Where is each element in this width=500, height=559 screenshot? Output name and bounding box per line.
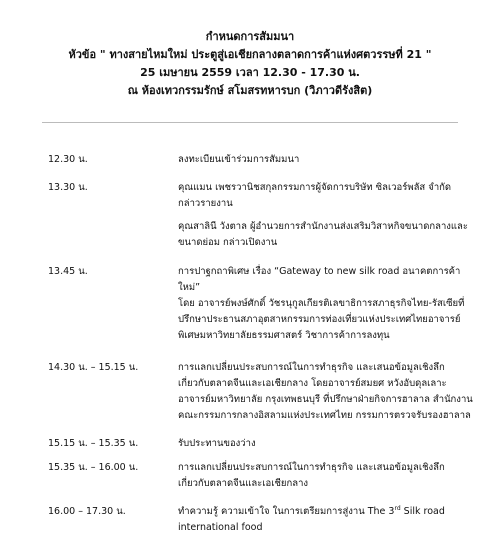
schedule-description [178, 436, 468, 452]
schedule-line: กล่าวรายงาน [178, 198, 233, 209]
schedule-description [178, 460, 468, 492]
schedule-line-text: Silk road [400, 506, 445, 517]
doc-title: กำหนดการสัมมนา [205, 30, 295, 43]
schedule-line: international food [178, 522, 263, 533]
schedule-line: ปรึกษาประธานสภาอุตสาหกรรมการท่องเที่ยวแห่งประเทศไทยอาจารย์ [178, 314, 461, 325]
schedule-line: รับประทานของว่าง [178, 438, 256, 449]
schedule-description [178, 360, 473, 424]
schedule-time: 13.45 น. [48, 266, 88, 277]
header-divider [42, 122, 458, 123]
schedule-time: 14.30 น. – 15.15 น. [48, 362, 139, 373]
schedule-description [178, 152, 468, 168]
schedule-line: ใหม่” [178, 282, 201, 293]
schedule-time: 12.30 น. [48, 154, 88, 165]
schedule-description [178, 264, 468, 344]
seminar-venue: ณ ห้องเทวกรรมรักษ์ สโมสรทหารบก (วิภาวดีรังสิต) [127, 84, 373, 97]
schedule-line: คณะกรรมการกลางอิสลามแห่งประเทศไทย กรรมการตรวจรับรองฮาลาล [178, 410, 471, 421]
schedule-time: 15.15 น. – 15.35 น. [48, 438, 139, 449]
schedule-line: พิเศษมหาวิทยาลัยธรรมศาสตร์ วิชาการค้าการลงทุน [178, 330, 390, 341]
ordinal-suffix: rd [394, 504, 401, 512]
schedule-line: การแลกเปลี่ยนประสบการณ์ในการทำธุรกิจ และเสนอข้อมูลเชิงลึก [178, 362, 445, 373]
schedule-time: 13.30 น. [48, 182, 88, 193]
schedule-description [178, 504, 468, 536]
schedule-time: 15.35 น. – 16.00 น. [48, 462, 139, 473]
schedule-line: โดย อาจารย์พงษ์ศักดิ์ วัชรนุกูลเกียรติเลขาธิการสภาธุรกิจไทย-รัสเซียที่ [178, 298, 465, 309]
seminar-topic: หัวข้อ " ทางสายไหมใหม่ ประตูสู่เอเชียกลางตลาดการค้าแห่งศตวรรษที่ 21 " [68, 48, 432, 61]
schedule-line: คุณแมน เพชรวานิชสกุลกรรมการผู้จัดการบริษัท ซิลเวอร์พลัส จำกัด [178, 182, 452, 193]
schedule-time: 16.00 – 17.30 น. [48, 506, 126, 517]
schedule-line: ขนาดย่อม กล่าวเปิดงาน [178, 237, 278, 248]
schedule-line: การแลกเปลี่ยนประสบการณ์ในการทำธุรกิจ และเสนอข้อมูลเชิงลึก [178, 462, 445, 473]
schedule-line: เกี่ยวกับตลาดจีนและเอเชียกลาง โดยอาจารย์สมยศ หวังอับดุลเลาะ [178, 378, 447, 389]
schedule-line-text: ทำความรู้ ความเข้าใจ ในการเตรียมการสู่งาน The 3 [178, 506, 395, 517]
schedule-line: คุณสาลินี วังตาล ผู้อำนวยการสำนักงานส่งเสริมวิสาหกิจขนาดกลางและ [178, 221, 468, 232]
schedule-description [178, 219, 468, 251]
seminar-date-time: 25 เมษายน 2559 เวลา 12.30 - 17.30 น. [140, 66, 360, 79]
document-header [0, 28, 500, 100]
schedule-line: การปาฐกถาพิเศษ เรื่อง “Gateway to new silk road อนาคตการค้า [178, 266, 461, 277]
schedule-description [178, 180, 468, 212]
schedule-line: เกี่ยวกับตลาดจีนและเอเชียกลาง [178, 478, 309, 489]
schedule-line [178, 504, 468, 520]
schedule-line: อาจารย์มหาวิทยาลัย กรุงเทพธนบุรี ที่ปรึกษาฝ่ายกิจการฮาลาล สำนักงาน [178, 394, 473, 405]
schedule-line: ลงทะเบียนเข้าร่วมการสัมมนา [178, 154, 300, 165]
